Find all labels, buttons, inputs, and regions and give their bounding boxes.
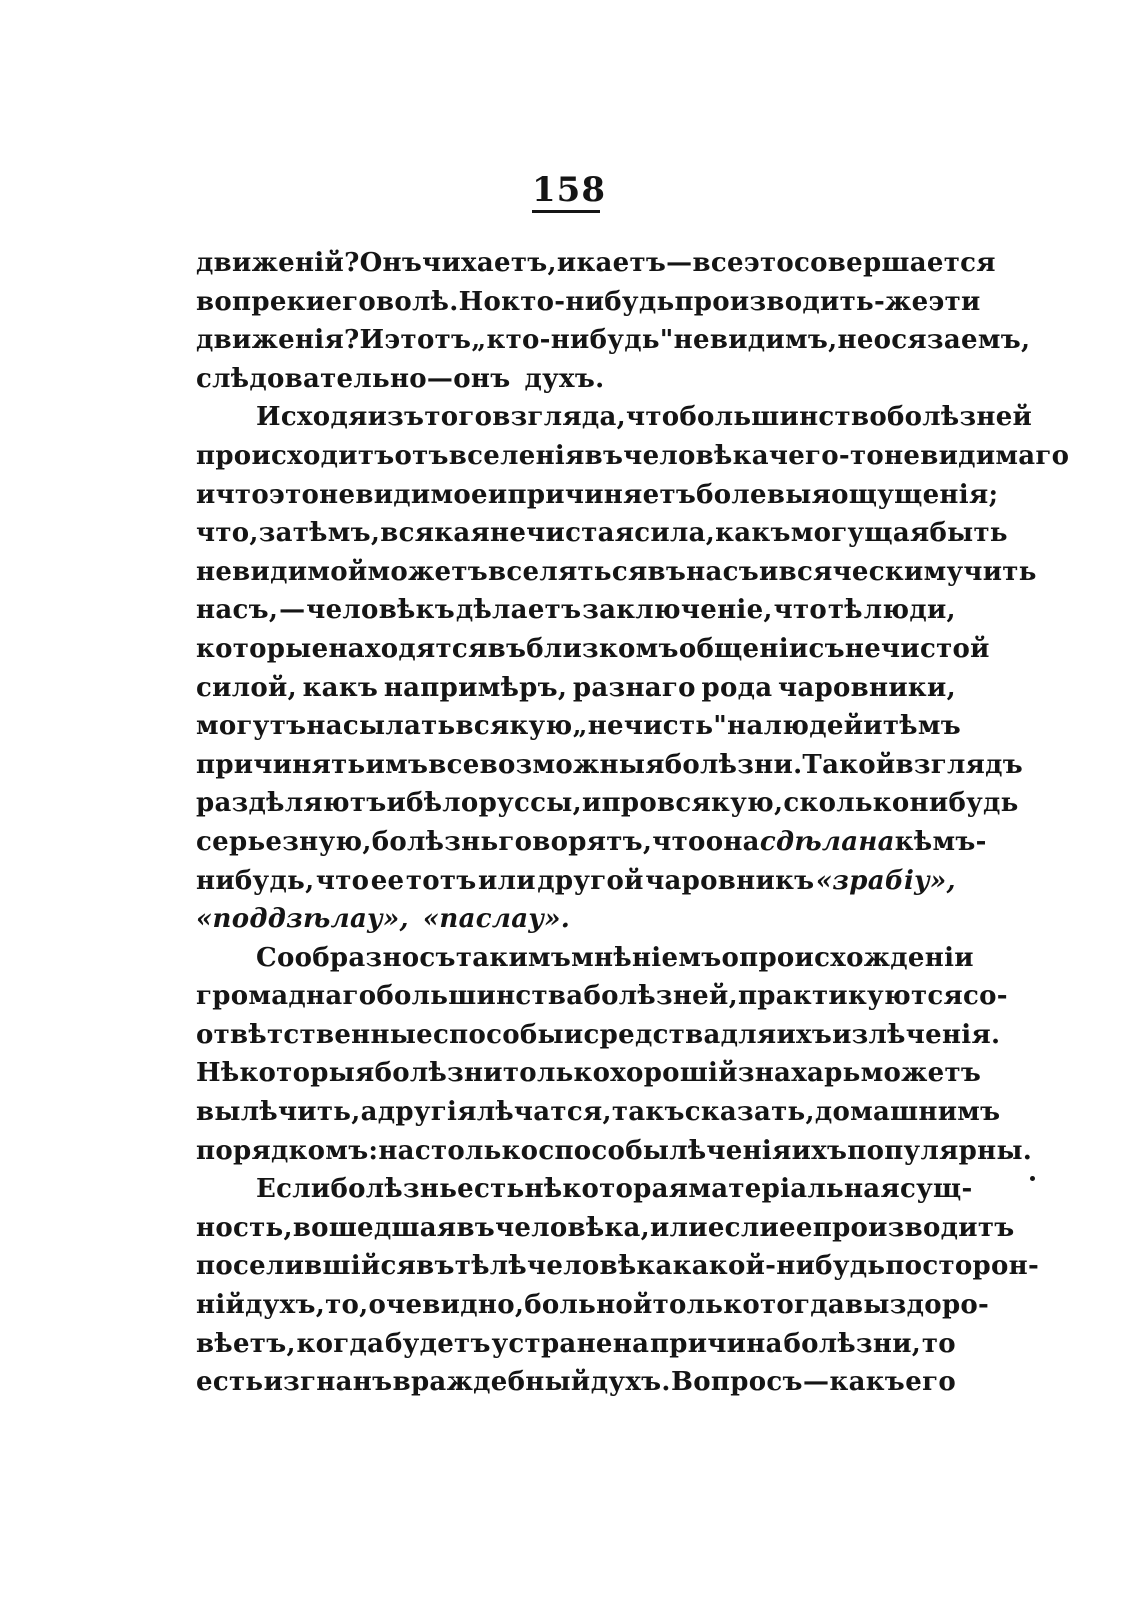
word: вопреки bbox=[196, 286, 326, 317]
word: и bbox=[563, 1019, 584, 1050]
word: нибудь, bbox=[196, 865, 315, 896]
word: кѣмъ- bbox=[894, 826, 987, 857]
word: другія bbox=[377, 1097, 477, 1128]
word: совершается bbox=[794, 248, 996, 278]
word: сущ- bbox=[899, 1174, 973, 1205]
word: человѣка, bbox=[495, 1212, 651, 1243]
word: въ bbox=[487, 633, 527, 664]
text-line bbox=[196, 1286, 990, 1325]
word: нѣкоторая bbox=[524, 1174, 689, 1205]
word: вселенія bbox=[448, 440, 585, 471]
word: тогда bbox=[759, 1290, 846, 1321]
text-line bbox=[196, 1093, 1001, 1132]
word: всячески bbox=[778, 556, 924, 587]
word: или bbox=[650, 1212, 708, 1243]
word: мнѣніемъ bbox=[571, 942, 722, 973]
word: такъ bbox=[611, 1097, 685, 1128]
word: съ bbox=[419, 942, 456, 973]
word: лѣчатся, bbox=[476, 1097, 612, 1128]
word: чаровникъ bbox=[645, 865, 815, 896]
word: производить-же bbox=[674, 286, 929, 317]
text-line bbox=[196, 1132, 1033, 1171]
word: движеній? bbox=[196, 248, 360, 278]
word: поселившійся bbox=[196, 1251, 417, 1282]
word: насылать bbox=[306, 711, 456, 742]
word: Если bbox=[256, 1174, 331, 1205]
word: выздоро- bbox=[845, 1290, 990, 1321]
word: вылѣчить, bbox=[196, 1097, 361, 1128]
word: сдѣлана bbox=[759, 826, 895, 857]
word: болевыя bbox=[696, 479, 832, 510]
text-line bbox=[196, 1325, 956, 1364]
word: неосязаемъ, bbox=[837, 325, 1031, 356]
word: могутъ bbox=[196, 711, 307, 742]
word: будетъ bbox=[385, 1328, 491, 1359]
word: силой, bbox=[196, 672, 297, 703]
word: причинять bbox=[196, 749, 366, 780]
word: есть bbox=[457, 1174, 525, 1205]
word: что bbox=[315, 865, 370, 896]
word: Вопросъ bbox=[670, 1367, 803, 1398]
text-line bbox=[196, 630, 990, 669]
word: мучить bbox=[923, 556, 1037, 587]
word: и bbox=[487, 479, 508, 510]
text-line bbox=[196, 939, 974, 978]
word: такимъ bbox=[455, 942, 572, 973]
word: что, bbox=[196, 518, 259, 549]
word: дѣлаетъ bbox=[455, 595, 582, 626]
word: въ bbox=[647, 556, 687, 587]
text-line bbox=[196, 283, 981, 322]
word: если bbox=[707, 1212, 780, 1243]
word: раздѣляютъ bbox=[196, 788, 387, 819]
word: волѣ. bbox=[376, 286, 459, 317]
word: причиняетъ bbox=[507, 479, 697, 510]
word: эти bbox=[928, 286, 981, 317]
word: общеніи bbox=[678, 633, 809, 664]
word: имъ bbox=[365, 749, 429, 780]
word: сказать, bbox=[684, 1097, 815, 1128]
word: которые bbox=[196, 633, 329, 664]
text-line bbox=[196, 1209, 1015, 1248]
word: ощущенія; bbox=[831, 479, 999, 510]
word: рода bbox=[701, 672, 773, 703]
word: человѣкъ bbox=[306, 595, 455, 626]
word: только bbox=[502, 1058, 611, 1089]
text-line bbox=[196, 862, 956, 901]
word: находятся bbox=[328, 633, 488, 664]
word: какъ bbox=[829, 1367, 906, 1398]
word: причина bbox=[649, 1328, 783, 1359]
word: что bbox=[215, 479, 269, 510]
word: что bbox=[626, 402, 680, 433]
word: практикуются bbox=[737, 981, 964, 1012]
word: насъ bbox=[686, 556, 759, 587]
word: про bbox=[601, 788, 658, 819]
word: всевозможныя bbox=[428, 749, 665, 780]
word: заключеніе, bbox=[582, 595, 773, 626]
word: матеріальная bbox=[688, 1174, 900, 1205]
word: способы bbox=[433, 1019, 564, 1050]
word: это bbox=[268, 479, 320, 510]
word: нибудь bbox=[909, 788, 1019, 819]
word: лѣченія bbox=[669, 1135, 792, 1166]
text-line bbox=[196, 244, 996, 283]
word: Исходя bbox=[256, 402, 368, 433]
word: на bbox=[727, 711, 764, 742]
word: когда bbox=[296, 1328, 385, 1359]
word: ее bbox=[779, 1212, 813, 1243]
word: могущая bbox=[790, 518, 930, 549]
word: ее bbox=[370, 865, 405, 896]
word: что bbox=[652, 826, 706, 857]
word: громаднаго bbox=[196, 981, 377, 1012]
word: то bbox=[921, 1328, 956, 1359]
text-line bbox=[196, 360, 956, 399]
word: быть bbox=[929, 518, 1008, 549]
word: болѣзнь bbox=[330, 1174, 458, 1205]
word: излѣченія. bbox=[832, 1019, 1001, 1050]
word: и bbox=[581, 788, 602, 819]
word: какъ bbox=[715, 518, 791, 549]
word: невидимой bbox=[196, 556, 368, 587]
text-line bbox=[196, 476, 999, 515]
word: знахарь bbox=[737, 1058, 861, 1089]
word: говорятъ, bbox=[498, 826, 653, 857]
word: съ bbox=[808, 633, 845, 664]
word: болѣзни bbox=[374, 1058, 503, 1089]
word: тѣмъ bbox=[882, 711, 962, 742]
word: изъ bbox=[367, 402, 425, 433]
word: невидимаго bbox=[884, 440, 1070, 471]
word: человѣка bbox=[527, 1251, 673, 1282]
word: больной bbox=[524, 1290, 653, 1321]
word: это bbox=[743, 248, 794, 278]
word: людей bbox=[763, 711, 864, 742]
word: то, bbox=[325, 1290, 369, 1321]
word: близкомъ bbox=[526, 633, 679, 664]
body-text bbox=[196, 244, 1070, 1402]
text-line bbox=[196, 746, 1024, 785]
word: настолько bbox=[378, 1135, 539, 1166]
word: бѣлоруссы, bbox=[406, 788, 582, 819]
word: его bbox=[905, 1367, 956, 1398]
page-number: 158 bbox=[532, 170, 606, 210]
word: Но bbox=[458, 286, 502, 317]
text-line bbox=[196, 823, 987, 862]
word: вошедшая bbox=[292, 1212, 457, 1243]
word: какой-нибудь bbox=[672, 1251, 886, 1282]
word: только bbox=[652, 1290, 760, 1321]
word: ихъ bbox=[776, 1019, 833, 1050]
word: чаровники, bbox=[778, 672, 956, 703]
word: средства bbox=[583, 1019, 721, 1050]
text-line bbox=[196, 977, 1008, 1016]
word: въ bbox=[416, 1251, 455, 1282]
word: способы bbox=[538, 1135, 670, 1166]
word: «поддзѣлау», bbox=[196, 904, 409, 935]
word: насъ, bbox=[196, 595, 279, 626]
word: икаетъ—все bbox=[556, 248, 744, 278]
word: кто-нибудь" bbox=[486, 325, 674, 356]
word: человѣка bbox=[623, 440, 769, 471]
word: всякую, bbox=[657, 788, 784, 819]
word: для bbox=[720, 1019, 777, 1050]
word: можетъ bbox=[860, 1058, 982, 1089]
word: этотъ„ bbox=[384, 325, 487, 356]
word: „нечисть" bbox=[572, 711, 728, 742]
word: тотъ bbox=[405, 865, 477, 896]
word: и bbox=[863, 711, 883, 742]
word: тѣ bbox=[827, 595, 863, 626]
word: вселяться bbox=[488, 556, 648, 587]
word: болѣзней bbox=[886, 402, 1033, 433]
word: невидимое bbox=[319, 479, 488, 510]
word: тѣлѣ bbox=[454, 1251, 528, 1282]
word: что bbox=[773, 595, 828, 626]
word: И bbox=[359, 325, 385, 356]
word: ній bbox=[196, 1290, 246, 1321]
word: болѣзни, bbox=[783, 1328, 922, 1359]
word: всякая bbox=[380, 518, 490, 549]
word: популярны. bbox=[847, 1135, 1033, 1166]
text-line bbox=[196, 1363, 956, 1402]
text-line bbox=[196, 1016, 1001, 1055]
word: разнаго bbox=[572, 672, 696, 703]
word: а bbox=[360, 1097, 378, 1128]
text-line bbox=[196, 514, 1008, 553]
word: о bbox=[721, 942, 740, 973]
word: домашнимъ bbox=[814, 1097, 1001, 1128]
text-line bbox=[196, 669, 956, 708]
word: ихъ bbox=[791, 1135, 848, 1166]
word: слѣдовательно—онъ bbox=[196, 363, 511, 394]
word: Онъ bbox=[359, 248, 423, 278]
text-line bbox=[196, 1054, 982, 1093]
text-line bbox=[196, 1170, 973, 1209]
word: духъ. bbox=[590, 1367, 671, 1398]
word: взгляда, bbox=[492, 402, 627, 433]
word: въ bbox=[456, 1212, 496, 1243]
word: можетъ bbox=[367, 556, 489, 587]
word: отвѣтственные bbox=[196, 1019, 434, 1050]
word: происхожденіи bbox=[739, 942, 974, 973]
word: сколько bbox=[783, 788, 910, 819]
word: ность, bbox=[196, 1212, 293, 1243]
word: очевидно, bbox=[368, 1290, 525, 1321]
word: вѣетъ, bbox=[196, 1328, 296, 1359]
word: люди, bbox=[863, 595, 956, 626]
text-line bbox=[196, 1247, 1040, 1286]
word: другой bbox=[537, 865, 644, 896]
word: серьезную, bbox=[196, 826, 372, 857]
word: она bbox=[705, 826, 760, 857]
word: изгнанъ bbox=[263, 1367, 393, 1398]
text-line bbox=[196, 321, 1031, 360]
word: какъ bbox=[302, 672, 379, 703]
word: болѣзнь bbox=[371, 826, 499, 857]
text-line bbox=[196, 553, 1037, 592]
text-line bbox=[196, 900, 956, 939]
word: производитъ bbox=[812, 1212, 1015, 1243]
word: нечистой bbox=[844, 633, 990, 664]
word: происходитъ bbox=[196, 440, 395, 471]
word: хорошій bbox=[610, 1058, 738, 1089]
word: всякую bbox=[455, 711, 573, 742]
text-line bbox=[196, 707, 962, 746]
word: и bbox=[196, 479, 216, 510]
word: большинства bbox=[376, 981, 584, 1012]
word: враждебный bbox=[392, 1367, 591, 1398]
text-line bbox=[196, 784, 1019, 823]
word: сила, bbox=[634, 518, 716, 549]
word: и bbox=[386, 788, 407, 819]
word: посторон- bbox=[885, 1251, 1040, 1282]
word: со- bbox=[963, 981, 1008, 1012]
word: — bbox=[802, 1367, 830, 1398]
word: — bbox=[279, 595, 306, 626]
word: напримѣръ, bbox=[383, 672, 568, 703]
word: Нѣкоторыя bbox=[196, 1058, 375, 1089]
word: кто-нибудь bbox=[501, 286, 675, 317]
word: порядкомъ: bbox=[196, 1135, 379, 1166]
word: духъ. bbox=[524, 363, 605, 394]
word: отъ bbox=[394, 440, 449, 471]
word: его bbox=[325, 286, 377, 317]
word: и bbox=[759, 556, 779, 587]
word: устранена bbox=[491, 1328, 650, 1359]
word: чихаетъ, bbox=[422, 248, 557, 278]
word: «зрабіу», bbox=[815, 865, 956, 896]
word: духъ, bbox=[245, 1290, 326, 1321]
word: Сообразно bbox=[256, 942, 420, 973]
word: большинство bbox=[679, 402, 887, 433]
word: болѣзней, bbox=[583, 981, 738, 1012]
word: затѣмъ, bbox=[258, 518, 381, 549]
word: движенія? bbox=[196, 325, 360, 356]
word: нечистая bbox=[490, 518, 635, 549]
word: взглядъ bbox=[895, 749, 1024, 780]
word: чего-то bbox=[768, 440, 885, 471]
word: «паслау». bbox=[422, 904, 571, 935]
text-line bbox=[196, 437, 1070, 476]
word: въ bbox=[584, 440, 624, 471]
print-speck bbox=[1030, 1176, 1035, 1181]
page-number-rule bbox=[532, 210, 600, 213]
text-line bbox=[196, 398, 1033, 437]
word: болѣзни. bbox=[664, 749, 803, 780]
word: того bbox=[424, 402, 493, 433]
word: невидимъ, bbox=[673, 325, 838, 356]
word: Такой bbox=[802, 749, 896, 780]
word: есть bbox=[196, 1367, 264, 1398]
word: или bbox=[477, 865, 536, 896]
text-line bbox=[196, 591, 956, 630]
